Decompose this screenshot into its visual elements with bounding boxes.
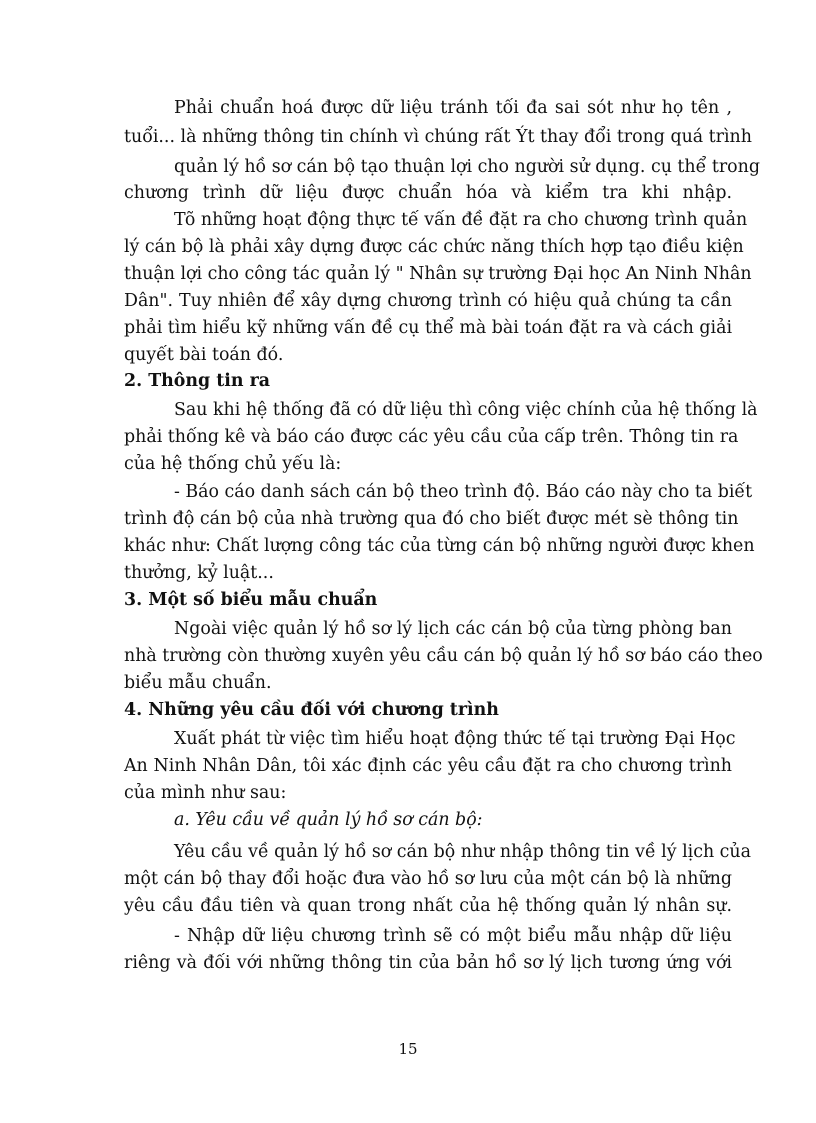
text-line: yêu cầu đầu tiên và quan trong nhất của hệ thống quản lý nhân sự. [124,896,732,916]
text-line: chương trình dữ liệu được chuẩn hóa và kiểm tra khi nhập. [124,183,732,203]
text-line: Sau khi hệ thống đã có dữ liệu thì công việc chính của hệ thống là [174,400,758,420]
text-line: lý cán bộ là phải xây dựng được các chức năng thích hợp tạo điều kiện [124,237,744,257]
text-line: của mình như sau: [124,783,287,803]
text-line: An Ninh Nhân Dân, tôi xác định các yêu cầu đặt ra cho chương trình [124,756,732,776]
page-number: 15 [398,1040,418,1058]
text-line: của hệ thống chủ yếu là: [124,454,342,474]
text-line: thuận lợi cho công tác quản lý " Nhân sự trường Đại học An Ninh Nhân [124,264,752,284]
text-line: quản lý hồ sơ cán bộ tạo thuận lợi cho người sử dụng. cụ thể trong [174,157,760,177]
text-line: khác như: Chất lượng công tác của từng cán bộ những người được khen [124,536,755,556]
text-line: nhà trường còn thường xuyên yêu cầu cán bộ quản lý hồ sơ báo cáo theo [124,646,763,666]
text-line: phải thống kê và báo cáo được các yêu cầu của cấp trên. Thông tin ra [124,427,739,447]
text-line: biểu mẫu chuẩn. [124,673,272,693]
text-line: trình độ cán bộ của nhà trường qua đó cho biết được mét sè thông tin [124,509,739,529]
text-line: tuổi... là những thông tin chính vì chúng rất Ýt thay đổi trong quá trình [124,127,752,147]
text-line: phải tìm hiểu kỹ những vấn đề cụ thể mà bài toán đặt ra và cách giải [124,318,733,338]
text-line: Yêu cầu về quản lý hồ sơ cán bộ như nhập thông tin về lý lịch của [174,842,751,862]
text-line: một cán bộ thay đổi hoặc đưa vào hồ sơ lưu của một cán bộ là những [124,869,732,889]
subsection-heading: a. Yêu cầu về quản lý hồ sơ cán bộ: [174,810,483,830]
text-line: Phải chuẩn hoá được dữ liệu tránh tối đa sai sót như họ tên , [174,98,732,118]
text-line: quyết bài toán đó. [124,345,284,365]
text-line: Dân". Tuy nhiên để xây dựng chương trình có hiệu quả chúng ta cần [124,291,732,311]
text-line: riêng và đối với những thông tin của bản hồ sơ lý lịch tương ứng với [124,953,732,973]
text-line: - Nhập dữ liệu chương trình sẽ có một biểu mẫu nhập dữ liệu [174,926,732,946]
section-heading: 3. Một số biểu mẫu chuẩn [124,590,378,610]
text-line: Tõ những hoạt động thực tế vấn đề đặt ra cho chương trình quản [174,210,748,230]
text-line: Xuất phát từ việc tìm hiểu hoạt động thức tế tại trường Đại Học [174,729,736,749]
section-heading: 4. Những yêu cầu đối với chương trình [124,700,499,720]
section-heading: 2. Thông tin ra [124,371,271,391]
text-line: - Báo cáo danh sách cán bộ theo trình độ. Báo cáo này cho ta biết [174,482,753,502]
text-line: Ngoài việc quản lý hồ sơ lý lịch các cán bộ của từng phòng ban [174,619,732,639]
text-line: thưởng, kỷ luật... [124,563,274,583]
